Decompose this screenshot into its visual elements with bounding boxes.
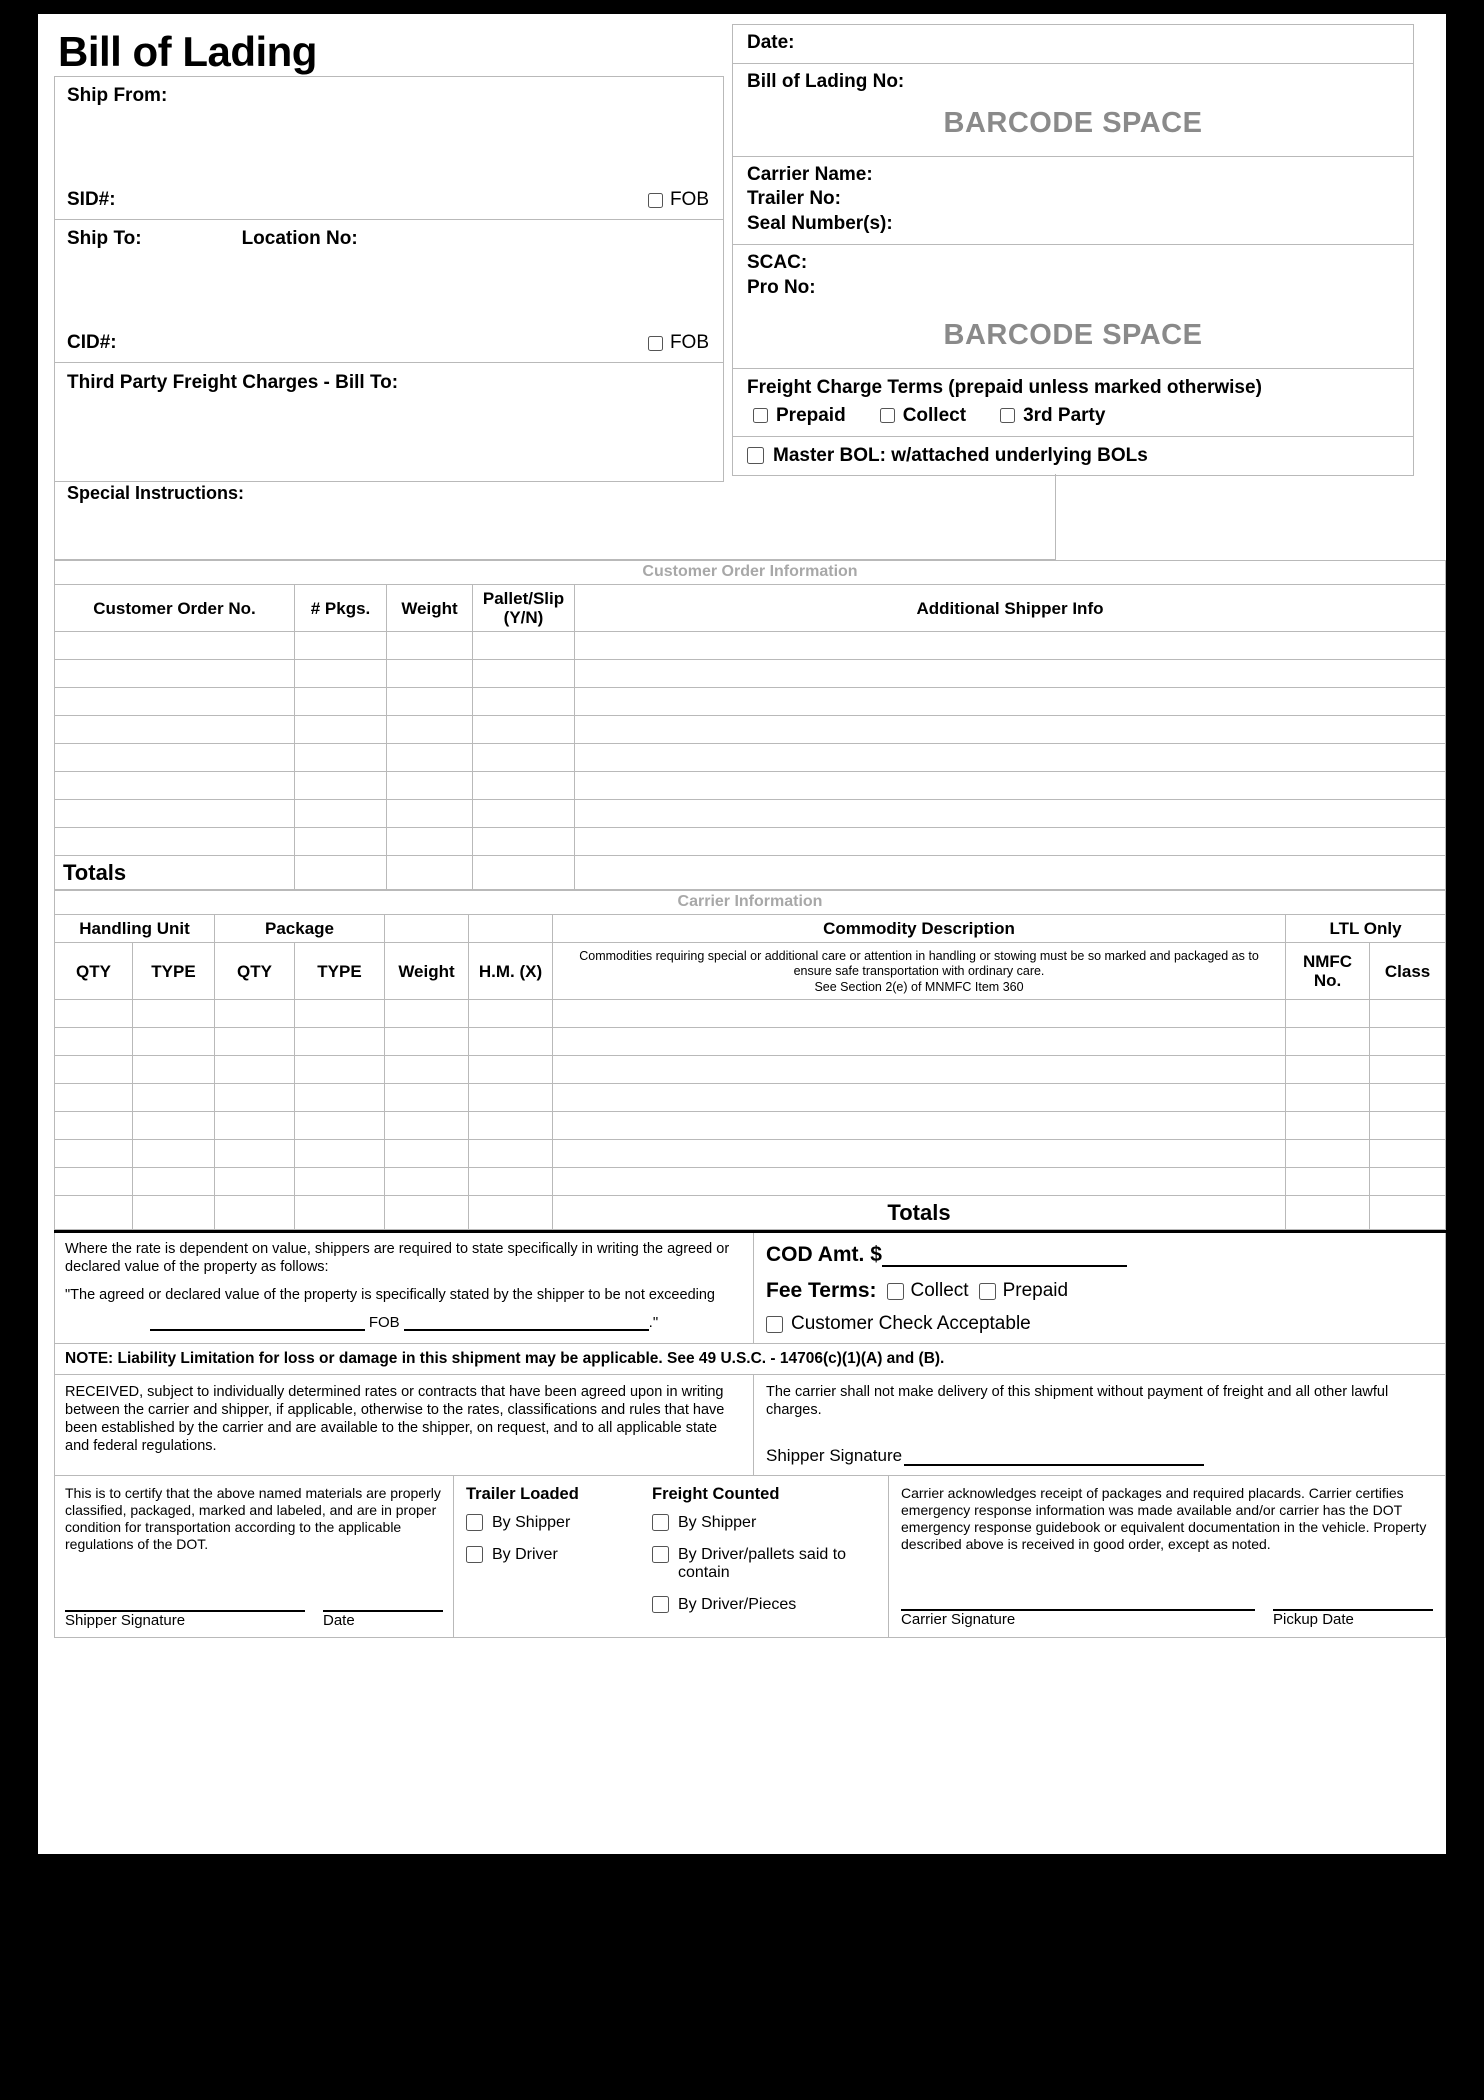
cell-weight[interactable] [385,1140,469,1168]
carrier-signature-row[interactable] [901,1597,1433,1628]
carrier-info-rows[interactable] [55,1000,1446,1230]
cell-hm[interactable] [469,1028,553,1056]
fee-term-prepaid[interactable] [979,1280,1069,1302]
cell-pkg-type[interactable] [295,1084,385,1112]
cell-hu-type[interactable] [133,1112,215,1140]
freight-counted-by-driver-pallets[interactable] [652,1546,876,1582]
cell-hm[interactable] [469,1112,553,1140]
commodity-description-text: Commodities requiring special or additional care or attention in handling or stowing must be so marked and packaged as to ensure safe transportation with ordinary care. [579,949,1259,979]
freight-counted-by-driver-pieces[interactable] [652,1596,876,1614]
fee-terms-label: Fee Terms: [766,1279,877,1303]
cod-box [754,1233,1446,1344]
fee-terms-row [766,1279,1433,1303]
checkbox-icon[interactable] [1000,408,1015,423]
cell-pkgs[interactable] [295,744,387,772]
table-header-row [55,943,1446,1000]
cell-pallet[interactable] [473,688,575,716]
shipper-signature-label: Shipper Signature [766,1446,903,1466]
group-package: Package [215,915,385,943]
freight-charge-terms-box[interactable] [732,368,1414,436]
carrier-info-section-title: Carrier Information [54,890,1446,914]
master-bol-label: Master BOL: w/attached underlying BOLs [773,444,1148,466]
barcode-space-1: BARCODE SPACE [943,106,1203,139]
cell-hm-total[interactable] [469,1196,553,1230]
cell-hm[interactable] [469,1140,553,1168]
received-section [54,1375,1446,1476]
certification-section [54,1476,1446,1638]
table-row[interactable] [55,632,1446,660]
ship-from-fob-option[interactable] [648,189,709,211]
cell-class[interactable] [1370,1112,1446,1140]
cell-commodity[interactable] [553,1168,1286,1196]
cell-class[interactable] [1370,1084,1446,1112]
checkbox-icon[interactable] [648,193,663,208]
cell-nmfc[interactable] [1286,1028,1370,1056]
ship-to-fob-label: FOB [669,332,709,354]
table-row[interactable] [55,1168,1446,1196]
special-instructions-box[interactable] [54,474,1056,560]
table-row[interactable] [55,1084,1446,1112]
cell-nmfc[interactable] [1286,1112,1370,1140]
shipper-signature-rule[interactable] [904,1452,1204,1466]
received-terms-box [54,1375,754,1476]
cell-weight[interactable] [385,1168,469,1196]
ship-to-label: Ship To: [67,228,142,250]
table-header-row [55,585,1446,632]
cell-nmfc[interactable] [1286,1084,1370,1112]
cell-total-weight[interactable] [387,856,473,890]
cell-hu-qty[interactable] [55,1056,133,1084]
cell-pkg-type[interactable] [295,1028,385,1056]
trailer-loaded-group [466,1485,626,1628]
carrier-totals-label: Totals [553,1196,1286,1230]
cell-shipper-info[interactable] [575,688,1446,716]
cell-weight[interactable] [385,1028,469,1056]
cell-hm[interactable] [469,1168,553,1196]
cell-pkg-qty[interactable] [215,1084,295,1112]
date-rule[interactable] [323,1598,443,1612]
col-carrier-weight: Weight [385,943,469,1000]
customer-order-table[interactable] [54,584,1446,890]
cell-shipper-info[interactable] [575,660,1446,688]
cell-pallet[interactable] [473,716,575,744]
document-page [38,14,1446,1854]
col-handling-type: TYPE [133,943,215,1000]
value-cod-section [54,1230,1446,1344]
col-commodity-text [553,943,1286,1000]
cell-pkg-qty[interactable] [215,1112,295,1140]
shipper-signature-label: Shipper Signature [65,1612,186,1630]
carrier-information-table[interactable] [54,914,1446,1230]
cell-pkg-type[interactable] [295,1140,385,1168]
bol-info-column [732,24,1414,476]
scac-label: SCAC: [747,252,808,274]
cell-class[interactable] [1370,1056,1446,1084]
declared-value-fob-line[interactable] [65,1308,743,1331]
cell-commodity[interactable] [553,1084,1286,1112]
declared-value-blank-1[interactable] [150,1316,365,1331]
declared-value-closing-quote: ." [648,1314,659,1332]
totals-row [55,856,1446,890]
cell-nmfc[interactable] [1286,1140,1370,1168]
ship-to-box[interactable] [54,220,724,363]
freight-term-prepaid[interactable] [753,405,846,427]
customer-order-totals-label: Totals [55,856,295,890]
cell-hu-qty-total[interactable] [55,1196,133,1230]
cell-pallet[interactable] [473,772,575,800]
customer-check-option[interactable] [766,1313,1433,1335]
master-bol-box[interactable] [732,436,1414,476]
checkbox-icon[interactable] [747,447,764,464]
table-row[interactable] [55,1028,1446,1056]
cid-label: CID#: [67,332,117,354]
shipper-signature-rule[interactable] [65,1598,305,1612]
cell-pkg-type[interactable] [295,1112,385,1140]
loading-counting-box [454,1476,889,1638]
freight-counted-by-shipper-label: By Shipper [678,1514,757,1532]
cell-pkg-qty[interactable] [215,1168,295,1196]
declared-value-box [54,1233,754,1344]
col-customer-order-no: Customer Order No. [55,585,295,632]
checkbox-icon[interactable] [887,1283,904,1300]
cell-weight[interactable] [387,632,473,660]
special-instructions-label: Special Instructions: [67,483,245,504]
cell-commodity[interactable] [553,1112,1286,1140]
cell-order-no[interactable] [55,716,295,744]
checkbox-icon[interactable] [979,1283,996,1300]
carrier-name-label: Carrier Name: [747,163,873,185]
cell-total-pallet[interactable] [473,856,575,890]
cod-amount-input[interactable] [882,1250,1127,1267]
carrier-signature-label: Carrier Signature [901,1611,1016,1629]
cell-shipper-info[interactable] [575,800,1446,828]
cell-shipper-info[interactable] [575,744,1446,772]
declared-value-fob-label: FOB [368,1314,400,1332]
cell-pkg-type[interactable] [295,1056,385,1084]
cell-pkgs[interactable] [295,772,387,800]
declared-value-blank-2[interactable] [404,1316,649,1331]
table-row[interactable] [55,800,1446,828]
col-nmfc-no: NMFC No. [1286,943,1370,1000]
certification-text: This is to certify that the above named materials are properly classified, packaged, marked and labeled, and are in proper condition for transportation according to the applicable regulations of the DOT. [65,1485,441,1552]
col-pallet-slip: Pallet/Slip (Y/N) [473,585,575,632]
cell-weight[interactable] [387,688,473,716]
freight-term-3rd-party-label: 3rd Party [1023,404,1106,426]
trailer-loaded-label: Trailer Loaded [466,1485,579,1504]
cell-hu-type[interactable] [133,1084,215,1112]
cell-weight[interactable] [385,1084,469,1112]
group-ltl-only: LTL Only [1286,915,1446,943]
cell-weight-total[interactable] [385,1196,469,1230]
cell-class[interactable] [1370,1028,1446,1056]
cell-hu-type[interactable] [133,1168,215,1196]
freight-term-3rd-party[interactable] [1000,405,1105,427]
col-handling-qty: QTY [55,943,133,1000]
cell-weight[interactable] [385,1056,469,1084]
cell-commodity[interactable] [553,1028,1286,1056]
group-blank-weight [385,915,469,943]
group-handling-unit: Handling Unit [55,915,215,943]
page-title: Bill of Lading [58,28,317,75]
cell-hu-qty[interactable] [55,1000,133,1028]
checkbox-icon[interactable] [466,1546,483,1563]
declared-value-paragraph-1: Where the rate is dependent on value, shippers are required to state specifically in writing the agreed or declared value of the property as follows: [65,1241,730,1275]
checkbox-icon[interactable] [648,336,663,351]
shipper-column [54,76,724,482]
cell-nmfc[interactable] [1286,1000,1370,1028]
cell-hu-type-total[interactable] [133,1196,215,1230]
liability-note: NOTE: Liability Limitation for loss or damage in this shipment may be applicable. See 49 U.S.C. - 14706(c)(1)(A) and (B). [54,1344,1446,1375]
group-blank-hm [469,915,553,943]
cell-commodity[interactable] [553,1140,1286,1168]
special-instructions-area[interactable] [55,513,1055,559]
col-pkgs: # Pkgs. [295,585,387,632]
carrier-delivery-text: The carrier shall not make delivery of this shipment without payment of freight and all other lawful charges. [766,1384,1389,1419]
table-row[interactable] [55,744,1446,772]
checkbox-icon[interactable] [652,1546,669,1563]
cell-shipper-info[interactable] [575,716,1446,744]
cell-order-no[interactable] [55,772,295,800]
cell-pkg-type[interactable] [295,1168,385,1196]
cell-pkg-type[interactable] [295,1000,385,1028]
freight-terms-options [733,403,1413,436]
cell-pkg-qty[interactable] [215,1140,295,1168]
table-row[interactable] [55,688,1446,716]
table-row[interactable] [55,1056,1446,1084]
table-row[interactable] [55,1112,1446,1140]
cell-hu-type[interactable] [133,1028,215,1056]
cod-amount-label: COD Amt. $ [766,1243,882,1267]
table-row[interactable] [55,1000,1446,1028]
pickup-date-label: Pickup Date [1273,1611,1354,1629]
cod-amount-row[interactable] [766,1243,1433,1267]
dot-certification-box [54,1476,454,1638]
cell-weight[interactable] [387,772,473,800]
group-commodity-description: Commodity Description [553,915,1286,943]
freight-counted-label: Freight Counted [652,1485,780,1504]
cell-nmfc[interactable] [1286,1168,1370,1196]
certification-signature-row[interactable] [65,1598,443,1629]
freight-counted-by-driver-pieces-label: By Driver/Pieces [678,1596,797,1614]
cell-pkg-qty[interactable] [215,1056,295,1084]
customer-check-label: Customer Check Acceptable [791,1313,1031,1335]
third-party-label: Third Party Freight Charges - Bill To: [67,372,399,394]
cell-pkg-qty-total[interactable] [215,1196,295,1230]
cell-shipper-info[interactable] [575,772,1446,800]
cell-pkgs[interactable] [295,632,387,660]
cell-class[interactable] [1370,1140,1446,1168]
ship-from-box[interactable] [54,76,724,220]
cell-hu-type[interactable] [133,1056,215,1084]
cell-shipper-info[interactable] [575,632,1446,660]
cell-class[interactable] [1370,1000,1446,1028]
cell-pallet[interactable] [473,800,575,828]
cell-order-no[interactable] [55,688,295,716]
trailer-loaded-by-driver[interactable] [466,1546,626,1564]
cell-class-total[interactable] [1370,1196,1446,1230]
trailer-loaded-by-shipper-label: By Shipper [492,1514,571,1532]
ship-to-address-area[interactable] [55,250,723,332]
location-no-label: Location No: [241,228,358,250]
cell-pkgs[interactable] [295,800,387,828]
table-row[interactable] [55,660,1446,688]
customer-order-section-title: Customer Order Information [54,560,1446,584]
carrier-ack-text: Carrier acknowledges receipt of packages and required placards. Carrier certifies emergency response information was made available and/or carrier has the DOT emergency response guidebook or equivalent documentation in the vehicle. Property described above is received in good order, except as noted. [901,1485,1427,1552]
checkbox-icon[interactable] [652,1596,669,1613]
col-package-qty: QTY [215,943,295,1000]
fee-term-collect-label: Collect [910,1280,969,1302]
col-package-type: TYPE [295,943,385,1000]
header-section [46,32,1438,474]
cell-pkg-qty[interactable] [215,1000,295,1028]
carrier-box[interactable] [732,156,1414,244]
checkbox-icon[interactable] [766,1316,783,1333]
freight-term-collect[interactable] [880,405,966,427]
cell-pkgs[interactable] [295,688,387,716]
cell-shipper-info[interactable] [575,828,1446,856]
cell-weight[interactable] [385,1000,469,1028]
scac-pro-box[interactable] [732,244,1414,368]
cell-commodity[interactable] [553,1000,1286,1028]
cell-weight[interactable] [387,800,473,828]
sid-label: SID#: [67,189,116,211]
customer-order-rows[interactable] [55,632,1446,890]
table-row[interactable] [55,1140,1446,1168]
carrier-signature-rule[interactable] [901,1597,1255,1611]
third-party-box[interactable] [54,363,724,482]
freight-terms-label: Freight Charge Terms (prepaid unless marked otherwise) [747,376,1262,398]
table-group-header-row [55,915,1446,943]
carrier-acknowledgement-box [889,1476,1446,1638]
cell-order-no[interactable] [55,828,295,856]
checkbox-icon[interactable] [880,408,895,423]
cell-pallet[interactable] [473,660,575,688]
ship-from-label: Ship From: [67,85,168,107]
cell-pallet[interactable] [473,632,575,660]
commodity-description-note: See Section 2(e) of MNMFC Item 360 [814,980,1024,995]
barcode-space-2: BARCODE SPACE [943,318,1203,351]
cell-pkgs[interactable] [295,660,387,688]
carrier-delivery-box [754,1375,1446,1476]
cell-hu-qty[interactable] [55,1112,133,1140]
cell-hu-qty[interactable] [55,1140,133,1168]
cell-weight[interactable] [387,716,473,744]
col-hm: H.M. (X) [469,943,553,1000]
cell-hu-type[interactable] [133,1000,215,1028]
table-row[interactable] [55,772,1446,800]
cell-nmfc[interactable] [1286,1056,1370,1084]
cell-total-info[interactable] [575,856,1446,890]
trailer-loaded-by-driver-label: By Driver [492,1546,558,1564]
table-row[interactable] [55,828,1446,856]
date-label: Date [323,1612,355,1630]
ship-from-address-area[interactable] [55,107,723,189]
freight-counted-group [652,1485,876,1628]
cell-commodity[interactable] [553,1056,1286,1084]
fee-term-prepaid-label: Prepaid [1002,1280,1069,1302]
declared-value-paragraph-2: "The agreed or declared value of the property is specifically stated by the shipper to be not exceeding [65,1286,715,1303]
ship-to-fob-option[interactable] [648,332,709,354]
cell-order-no[interactable] [55,660,295,688]
cell-pkgs[interactable] [295,716,387,744]
bol-no-label: Bill of Lading No: [747,70,905,92]
bol-number-box[interactable] [732,63,1414,156]
cell-hu-qty[interactable] [55,1028,133,1056]
freight-term-collect-label: Collect [902,404,967,426]
table-row[interactable] [55,716,1446,744]
cell-weight[interactable] [387,828,473,856]
received-text: RECEIVED, subject to individually determined rates or contracts that have been agreed upon in writing between the carrier and shipper, if applicable, otherwise to the rates, classifications and rules that have been established by the carrier and are available to the shipper, on request, and to all applicable state and federal regulations. [65,1384,725,1455]
pickup-date-rule[interactable] [1273,1597,1433,1611]
trailer-loaded-by-shipper[interactable] [466,1514,626,1532]
cell-weight[interactable] [385,1112,469,1140]
cell-order-no[interactable] [55,800,295,828]
cell-hu-qty[interactable] [55,1168,133,1196]
cell-pallet[interactable] [473,744,575,772]
col-weight: Weight [387,585,473,632]
cell-class[interactable] [1370,1168,1446,1196]
third-party-address-area[interactable] [55,403,723,481]
seal-numbers-label: Seal Number(s): [747,212,893,234]
shipper-signature-line[interactable] [766,1446,1433,1466]
fee-term-collect[interactable] [887,1280,969,1302]
cell-hu-qty[interactable] [55,1084,133,1112]
col-class: Class [1370,943,1446,1000]
cell-hm[interactable] [469,1000,553,1028]
checkbox-icon[interactable] [466,1514,483,1531]
cell-weight[interactable] [387,660,473,688]
cell-pkg-qty[interactable] [215,1028,295,1056]
freight-counted-by-shipper[interactable] [652,1514,876,1532]
ship-from-fob-label: FOB [669,189,709,211]
cell-hu-type[interactable] [133,1140,215,1168]
cell-pallet[interactable] [473,828,575,856]
cell-order-no[interactable] [55,632,295,660]
pro-no-label: Pro No: [747,276,816,298]
cell-order-no[interactable] [55,744,295,772]
cell-total-pkgs[interactable] [295,856,387,890]
cell-hm[interactable] [469,1084,553,1112]
cell-pkgs[interactable] [295,828,387,856]
freight-term-prepaid-label: Prepaid [776,404,846,426]
cell-pkg-type-total[interactable] [295,1196,385,1230]
cell-weight[interactable] [387,744,473,772]
col-additional-shipper-info: Additional Shipper Info [575,585,1446,632]
cell-hm[interactable] [469,1056,553,1084]
cell-nmfc-total[interactable] [1286,1196,1370,1230]
freight-counted-by-driver-pallets-label: By Driver/pallets said to contain [678,1546,847,1582]
date-box[interactable] [732,24,1414,62]
totals-row[interactable] [55,1196,1446,1230]
trailer-no-label: Trailer No: [747,188,841,210]
date-label: Date: [747,32,795,54]
checkbox-icon[interactable] [753,408,768,423]
checkbox-icon[interactable] [652,1514,669,1531]
